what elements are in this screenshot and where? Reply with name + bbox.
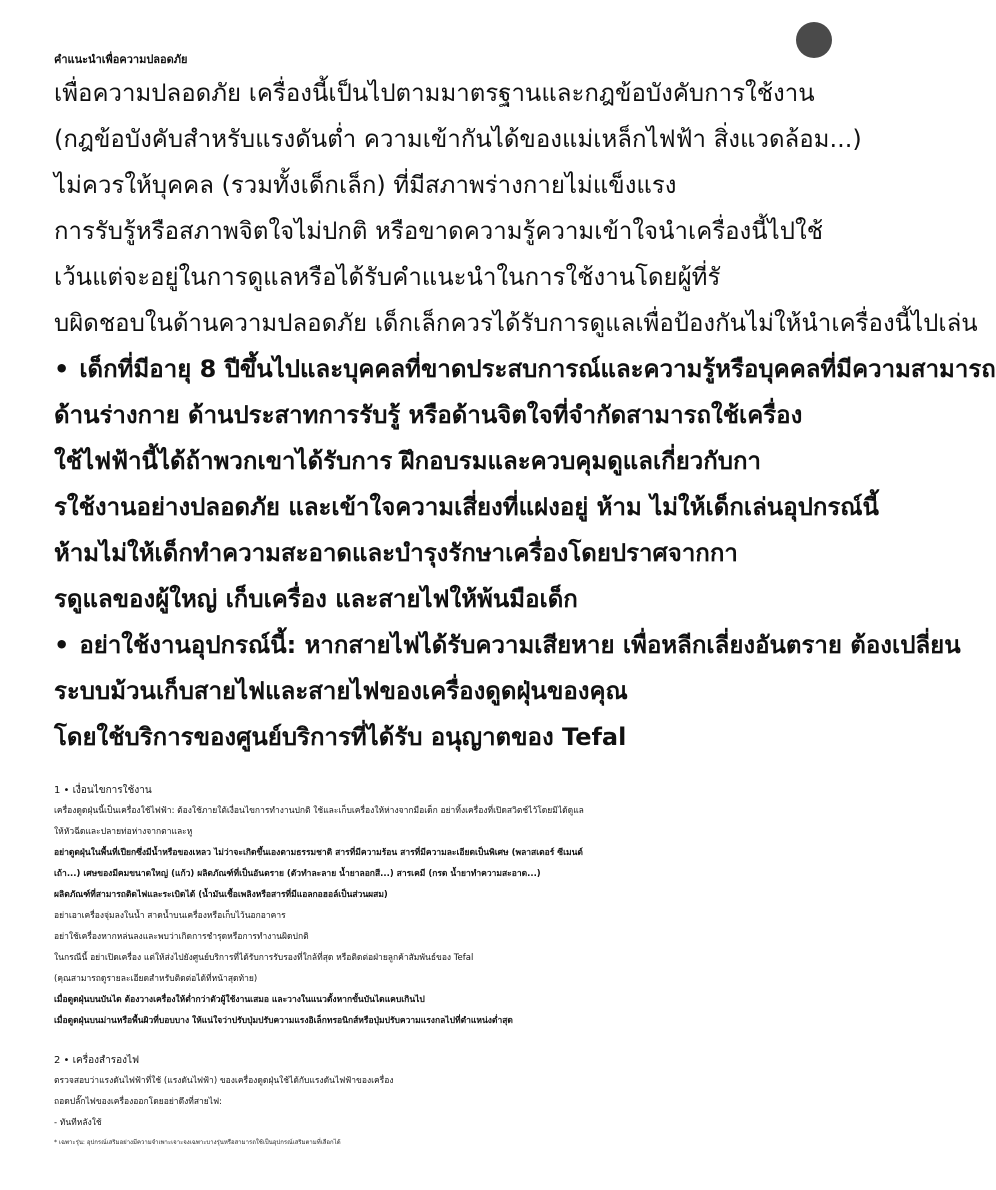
intro-line-text: การรับรู้หรือสภาพจิตใจไม่ปกติ หรือขาดความรู้ความเข้าใจนำเครื่องนี้ไปใช้ (54, 217, 823, 245)
section2-line: ตรวจสอบว่าแรงดันไฟฟ้าที่ใช้ (แรงดันไฟฟ้า) ของเครื่องดูดฝุ่นใช้ได้กับแรงดันไฟฟ้าของเครื่อง (54, 1076, 394, 1086)
intro-line (54, 714, 844, 760)
intro-line (54, 346, 996, 392)
bullet-icon: • (54, 631, 70, 659)
intro-line (54, 162, 844, 208)
section1-line: ในกรณีนี้ อย่าเปิดเครื่อง แต่ให้ส่งไปยังศูนย์บริการที่ได้รับการรับรองที่ใกล้ที่สุด หรือติดต่อฝ่ายลูกค้าสัมพันธ์ของ Tefal (54, 953, 474, 963)
intro-line-text: ด้านร่างกาย ด้านประสาทการรับรู้ หรือด้านจิตใจที่จำกัดสามารถใช้เครื่อง (54, 401, 803, 429)
intro-line-text: รดูแลของผู้ใหญ่ เก็บเครื่อง และสายไฟให้พ้นมือเด็ก (54, 585, 578, 613)
intro-line (54, 208, 844, 254)
section2-line: - ทันทีหลังใช้ (54, 1118, 102, 1128)
intro-line (54, 438, 844, 484)
intro-line-text: ห้ามไม่ให้เด็กทำความสะอาดและบำรุงรักษาเครื่องโดยปราศจากกา (54, 539, 738, 567)
intro-line-text: รใช้งานอย่างปลอดภัย และเข้าใจความเสี่ยงที่แฝงอยู่ ห้าม ไม่ให้เด็กเล่นอุปกรณ์นี้ (54, 493, 879, 521)
intro-line (54, 576, 844, 622)
intro-line-text: อย่าใช้งานอุปกรณ์นี้: หากสายไฟได้รับความเสียหาย เพื่อหลีกเลี่ยงอันตราย ต้องเปลี่ยน (79, 631, 961, 659)
intro-line-text: เพื่อความปลอดภัย เครื่องนี้เป็นไปตามมาตรฐานและกฎข้อบังคับการใช้งาน (54, 79, 815, 107)
intro-line (54, 300, 978, 346)
section1-line: อย่าดูดฝุ่นในพื้นที่เปียกซึ่งมีน้ำหรือของเหลว ไม่ว่าจะเกิดขึ้นเองตามธรรมชาติ สารที่มีความร้อน สารที่มีความละเอียดเป็นพิเศษ (พลาสเตอร์ ซีเมนต์ (54, 848, 583, 858)
section1-line: อย่าเอาเครื่องจุ่มลงในน้ำ สาดน้ำบนเครื่องหรือเก็บไว้นอกอาคาร (54, 911, 286, 921)
section1-line: ผลิตภัณฑ์ที่สามารถติดไฟและระเบิดได้ (น้ำมันเชื้อเพลิงหรือสารที่มีแอลกอฮอล์เป็นส่วนผสม) (54, 890, 388, 900)
intro-line (54, 70, 844, 116)
section1-line: (คุณสามารถดูรายละเอียดสำหรับติดต่อได้ที่หน้าสุดท้าย) (54, 974, 258, 984)
section1-line: ให้หัวฉีดและปลายท่อห่างจากตาและหู (54, 827, 193, 837)
section-2-title: 2 • เครื่องสำรองไฟ (54, 1055, 140, 1066)
section1-line: อย่าใช้เครื่องหากหล่นลงและพบว่าเกิดการชำรุดหรือการทำงานผิดปกติ (54, 932, 309, 942)
intro-line-text: โดยใช้บริการของศูนย์บริการที่ได้รับ อนุญาตของ Tefal (54, 723, 627, 751)
page-heading: คำแนะนำเพื่อความปลอดภัย (54, 53, 188, 66)
section2-line: ถอดปลั๊กไฟของเครื่องออกโดยอย่าดึงที่สายไฟ: (54, 1097, 222, 1107)
page-marker-dot (796, 22, 832, 58)
intro-line-text: เด็กที่มีอายุ 8 ปีขึ้นไปและบุคคลที่ขาดประสบการณ์และความรู้หรือบุคคลที่มีความสามารถ (79, 355, 996, 383)
section1-line: เมื่อดูดฝุ่นบนบันได ต้องวางเครื่องให้ต่ำกว่าตัวผู้ใช้งานเสมอ และวางในแนวตั้งหากขั้นบันไดแคบเกินไป (54, 995, 425, 1005)
footnote: * เฉพาะรุ่น: อุปกรณ์เสริมอย่างมีความจำเพาะเจาะจงเฉพาะบางรุ่นหรือสามารถใช้เป็นอุปกรณ์เสริมตามที่เลือกได้ (54, 1139, 341, 1146)
section-1-title: 1 • เงื่อนไขการใช้งาน (54, 785, 152, 796)
section-1-lines (54, 801, 834, 1032)
bullet-icon: • (54, 355, 70, 383)
safety-intro-block (54, 70, 996, 760)
intro-line-text: ไม่ควรให้บุคคล (รวมทั้งเด็กเล็ก) ที่มีสภาพร่างกายไม่แข็งแรง (54, 171, 677, 199)
section1-line: เครื่องดูดฝุ่นนี้เป็นเครื่องใช้ไฟฟ้า: ต้องใช้ภายใต้เงื่อนไขการทำงานปกติ ใช้และเก็บเครื่องให้ห่างจากมือเด็ก อย่าทิ้งเครื่องที่เปิดสวิตช์ไว้โดยมิได้ดูแล (54, 806, 584, 816)
intro-line (54, 392, 844, 438)
intro-line-text: เว้นแต่จะอยู่ในการดูแลหรือได้รับคำแนะนำในการใช้งานโดยผู้ที่รั (54, 263, 721, 291)
intro-line (54, 484, 879, 530)
intro-line (54, 116, 862, 162)
section1-line: เถ้า...) เศษของมีคมขนาดใหญ่ (แก้ว) ผลิตภัณฑ์ที่เป็นอันตราย (ตัวทำละลาย น้ำยาลอกสี...) สารเคมี (กรด น้ำยาทำความสะอาด...) (54, 869, 541, 879)
intro-line-text: ใช้ไฟฟ้านี้ได้ถ้าพวกเขาได้รับการ ฝึกอบรมและควบคุมดูแลเกี่ยวกับกา (54, 447, 762, 475)
intro-line-text: บผิดชอบในด้านความปลอดภัย เด็กเล็กควรได้รับการดูแลเพื่อป้องกันไม่ให้นำเครื่องนี้ไปเล่น (54, 309, 978, 337)
intro-line (54, 254, 844, 300)
intro-line-text: ระบบม้วนเก็บสายไฟและสายไฟของเครื่องดูดฝุ่นของคุณ (54, 677, 628, 705)
conditions-block (54, 780, 834, 1134)
section-2-lines (54, 1071, 834, 1134)
intro-line (54, 668, 844, 714)
intro-line-text: (กฎข้อบังคับสำหรับแรงดันต่ำ ความเข้ากันได้ของแม่เหล็กไฟฟ้า สิ่งแวดล้อม...) (54, 125, 862, 153)
section1-line: เมื่อดูดฝุ่นบนม่านหรือพื้นผิวที่บอบบาง ให้แน่ใจว่าปรับปุ่มปรับความแรงอิเล็กทรอนิกส์หรือปุ่มปรับความแรงกลไปที่ตำแหน่งต่ำสุด (54, 1016, 513, 1026)
intro-line (54, 622, 961, 668)
intro-line (54, 530, 844, 576)
